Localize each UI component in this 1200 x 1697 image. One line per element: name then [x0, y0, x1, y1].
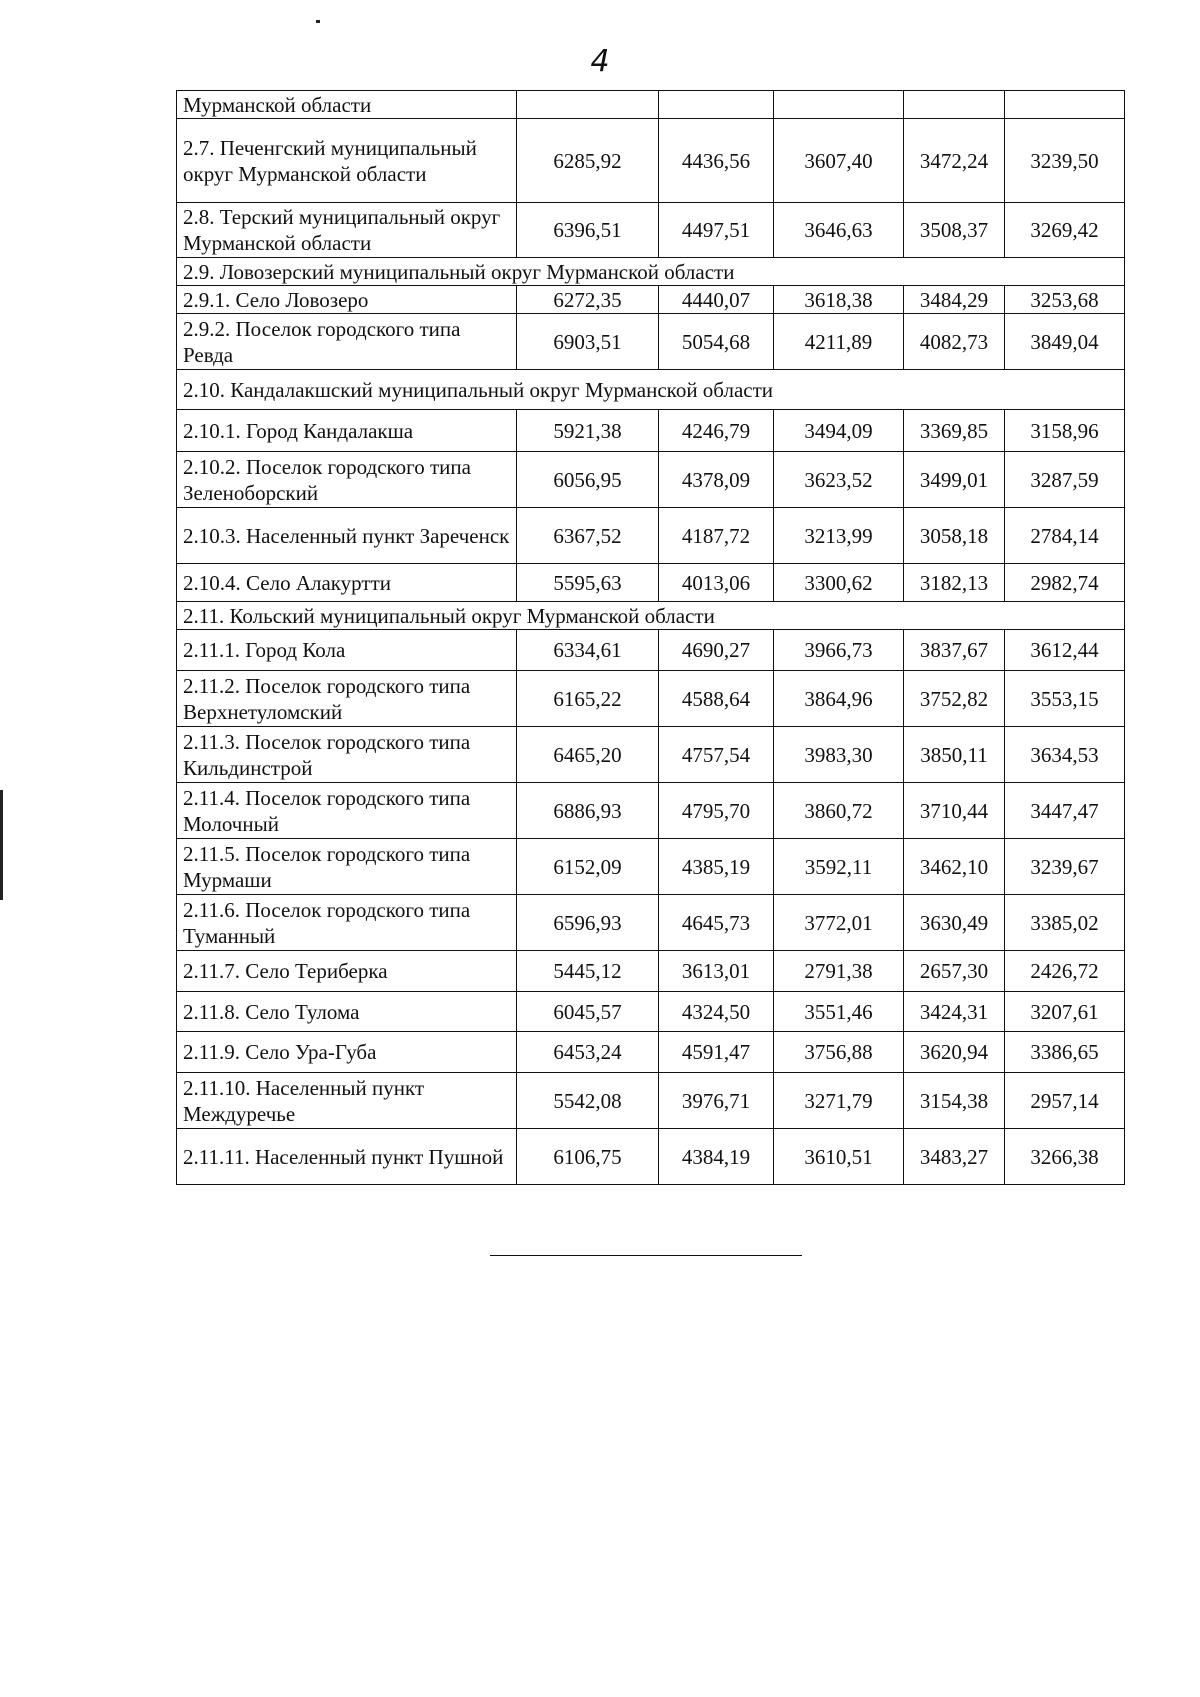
table-row	[177, 203, 1125, 258]
value-cell: 6453,24	[517, 1032, 659, 1073]
value-cell: 4385,19	[659, 839, 774, 895]
value-cell: 2957,14	[1005, 1073, 1125, 1129]
value-cell: 2784,14	[1005, 508, 1125, 564]
row-name-cell: 2.10.3. Населенный пункт Зареченск	[177, 508, 517, 564]
value-cell: 4324,50	[659, 992, 774, 1032]
value-cell: 5921,38	[517, 410, 659, 452]
value-cell: 3154,38	[904, 1073, 1005, 1129]
value-cell: 3269,42	[1005, 203, 1125, 258]
table-row	[177, 895, 1125, 951]
value-cell: 3618,38	[774, 286, 904, 314]
value-cell: 3447,47	[1005, 783, 1125, 839]
value-cell: 6285,92	[517, 119, 659, 203]
value-cell: 3239,67	[1005, 839, 1125, 895]
table-row	[177, 410, 1125, 452]
value-cell: 4378,09	[659, 452, 774, 508]
value-cell: 3386,65	[1005, 1032, 1125, 1073]
scan-mark-left	[0, 790, 3, 900]
row-name-cell: Мурманской области	[177, 91, 517, 119]
value-cell: 3850,11	[904, 727, 1005, 783]
value-cell: 4497,51	[659, 203, 774, 258]
tariff-table	[176, 90, 1125, 1185]
table-row	[177, 119, 1125, 203]
row-name-cell: 2.11.7. Село Териберка	[177, 951, 517, 992]
value-cell: 3983,30	[774, 727, 904, 783]
value-cell: 3630,49	[904, 895, 1005, 951]
value-cell: 4211,89	[774, 314, 904, 370]
value-cell: 3499,01	[904, 452, 1005, 508]
value-cell: 3462,10	[904, 839, 1005, 895]
value-cell: 2657,30	[904, 951, 1005, 992]
value-cell: 4187,72	[659, 508, 774, 564]
value-cell: 6272,35	[517, 286, 659, 314]
section-title-cell: 2.9. Ловозерский муниципальный округ Мурманской области	[177, 258, 1125, 286]
section-row	[177, 602, 1125, 630]
value-cell: 2791,38	[774, 951, 904, 992]
value-cell: 3271,79	[774, 1073, 904, 1129]
value-cell: 4082,73	[904, 314, 1005, 370]
value-cell: 3483,27	[904, 1129, 1005, 1185]
value-cell: 4588,64	[659, 671, 774, 727]
value-cell: 3553,15	[1005, 671, 1125, 727]
value-cell: 3207,61	[1005, 992, 1125, 1032]
value-cell: 3253,68	[1005, 286, 1125, 314]
value-cell: 3551,46	[774, 992, 904, 1032]
value-cell: 3612,44	[1005, 630, 1125, 671]
value-cell	[517, 91, 659, 119]
row-name-cell: 2.11.5. Поселок городского типа Мурмаши	[177, 839, 517, 895]
value-cell: 3494,09	[774, 410, 904, 452]
row-name-cell: 2.11.2. Поселок городского типа Верхнетуломский	[177, 671, 517, 727]
value-cell: 6106,75	[517, 1129, 659, 1185]
table-row	[177, 286, 1125, 314]
value-cell: 6596,93	[517, 895, 659, 951]
value-cell: 3472,24	[904, 119, 1005, 203]
value-cell: 3710,44	[904, 783, 1005, 839]
row-name-cell: 2.10.4. Село Алакуртти	[177, 564, 517, 602]
value-cell: 3213,99	[774, 508, 904, 564]
value-cell: 6152,09	[517, 839, 659, 895]
value-cell: 2426,72	[1005, 951, 1125, 992]
value-cell: 4384,19	[659, 1129, 774, 1185]
table-row	[177, 452, 1125, 508]
value-cell: 6334,61	[517, 630, 659, 671]
value-cell: 3860,72	[774, 783, 904, 839]
row-name-cell: 2.10.1. Город Кандалакша	[177, 410, 517, 452]
table-row	[177, 1129, 1125, 1185]
row-name-cell: 2.9.1. Село Ловозеро	[177, 286, 517, 314]
value-cell: 3158,96	[1005, 410, 1125, 452]
section-title-cell: 2.10. Кандалакшский муниципальный округ Мурманской области	[177, 370, 1125, 410]
row-name-cell: 2.11.3. Поселок городского типа Кильдинстрой	[177, 727, 517, 783]
value-cell: 6465,20	[517, 727, 659, 783]
table-row	[177, 951, 1125, 992]
table-row	[177, 564, 1125, 602]
value-cell: 3508,37	[904, 203, 1005, 258]
closing-rule	[490, 1255, 802, 1256]
value-cell: 3058,18	[904, 508, 1005, 564]
value-cell: 4645,73	[659, 895, 774, 951]
value-cell: 2982,74	[1005, 564, 1125, 602]
value-cell: 6367,52	[517, 508, 659, 564]
value-cell: 6045,57	[517, 992, 659, 1032]
section-title-cell: 2.11. Кольский муниципальный округ Мурманской области	[177, 602, 1125, 630]
row-name-cell: 2.10.2. Поселок городского типа Зеленоборский	[177, 452, 517, 508]
value-cell: 5595,63	[517, 564, 659, 602]
value-cell: 4436,56	[659, 119, 774, 203]
section-row	[177, 370, 1125, 410]
value-cell: 4591,47	[659, 1032, 774, 1073]
row-name-cell: 2.7. Печенгский муниципальный округ Мурманской области	[177, 119, 517, 203]
value-cell: 3424,31	[904, 992, 1005, 1032]
value-cell: 3484,29	[904, 286, 1005, 314]
value-cell: 5445,12	[517, 951, 659, 992]
table-row	[177, 630, 1125, 671]
row-name-cell: 2.11.8. Село Тулома	[177, 992, 517, 1032]
page-number: 4	[590, 44, 610, 79]
value-cell: 3752,82	[904, 671, 1005, 727]
value-cell: 6396,51	[517, 203, 659, 258]
value-cell: 3620,94	[904, 1032, 1005, 1073]
value-cell: 6903,51	[517, 314, 659, 370]
row-name-cell: 2.11.4. Поселок городского типа Молочный	[177, 783, 517, 839]
scan-mark-top	[316, 20, 320, 23]
value-cell: 3610,51	[774, 1129, 904, 1185]
table-row	[177, 783, 1125, 839]
value-cell	[1005, 91, 1125, 119]
value-cell: 4757,54	[659, 727, 774, 783]
value-cell: 3646,63	[774, 203, 904, 258]
row-name-cell: 2.11.11. Населенный пункт Пушной	[177, 1129, 517, 1185]
value-cell: 3864,96	[774, 671, 904, 727]
value-cell: 3385,02	[1005, 895, 1125, 951]
value-cell: 4795,70	[659, 783, 774, 839]
value-cell	[659, 91, 774, 119]
row-name-cell: 2.11.10. Населенный пункт Междуречье	[177, 1073, 517, 1129]
value-cell: 3239,50	[1005, 119, 1125, 203]
value-cell: 3369,85	[904, 410, 1005, 452]
value-cell: 3613,01	[659, 951, 774, 992]
table-row	[177, 671, 1125, 727]
value-cell: 5054,68	[659, 314, 774, 370]
table-row	[177, 1032, 1125, 1073]
table-row	[177, 839, 1125, 895]
value-cell: 3837,67	[904, 630, 1005, 671]
value-cell: 4013,06	[659, 564, 774, 602]
value-cell: 3849,04	[1005, 314, 1125, 370]
section-row	[177, 258, 1125, 286]
value-cell: 6165,22	[517, 671, 659, 727]
row-name-cell: 2.11.9. Село Ура-Губа	[177, 1032, 517, 1073]
value-cell: 3634,53	[1005, 727, 1125, 783]
value-cell: 3772,01	[774, 895, 904, 951]
value-cell: 3756,88	[774, 1032, 904, 1073]
table-row	[177, 508, 1125, 564]
row-name-cell: 2.11.1. Город Кола	[177, 630, 517, 671]
value-cell: 3592,11	[774, 839, 904, 895]
value-cell: 4246,79	[659, 410, 774, 452]
value-cell	[774, 91, 904, 119]
value-cell: 3300,62	[774, 564, 904, 602]
value-cell: 6886,93	[517, 783, 659, 839]
value-cell: 5542,08	[517, 1073, 659, 1129]
table-row	[177, 91, 1125, 119]
table-row	[177, 727, 1125, 783]
value-cell: 4440,07	[659, 286, 774, 314]
value-cell: 3976,71	[659, 1073, 774, 1129]
value-cell: 6056,95	[517, 452, 659, 508]
value-cell	[904, 91, 1005, 119]
row-name-cell: 2.8. Терский муниципальный округ Мурманской области	[177, 203, 517, 258]
table-row	[177, 1073, 1125, 1129]
row-name-cell: 2.9.2. Поселок городского типа Ревда	[177, 314, 517, 370]
row-name-cell: 2.11.6. Поселок городского типа Туманный	[177, 895, 517, 951]
value-cell: 3182,13	[904, 564, 1005, 602]
value-cell: 3966,73	[774, 630, 904, 671]
value-cell: 3266,38	[1005, 1129, 1125, 1185]
value-cell: 4690,27	[659, 630, 774, 671]
value-cell: 3623,52	[774, 452, 904, 508]
table-row	[177, 992, 1125, 1032]
value-cell: 3287,59	[1005, 452, 1125, 508]
tariff-table-body	[177, 91, 1125, 1185]
table-row	[177, 314, 1125, 370]
value-cell: 3607,40	[774, 119, 904, 203]
